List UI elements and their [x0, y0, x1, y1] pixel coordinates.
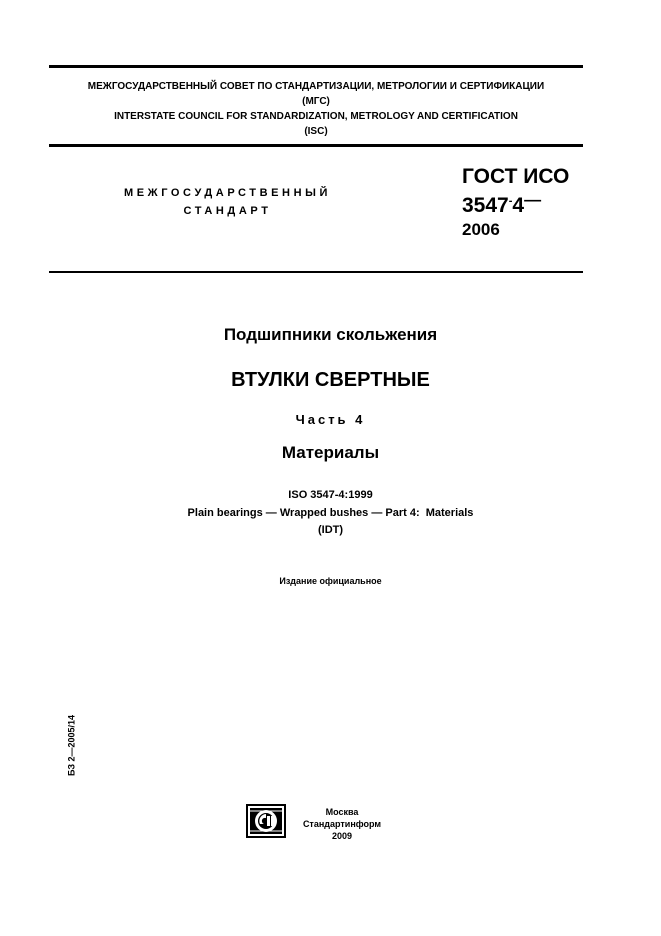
iso-english-title: Plain bearings — Wrapped bushes — Part 4: Materials — [187, 507, 474, 519]
publisher-city: Москва — [325, 807, 359, 817]
iso-reference: ISO 3547-4:1999 — [288, 489, 373, 501]
council-abbr-ru: (МГС) — [302, 96, 330, 107]
gost-part: 4 — [512, 194, 525, 217]
standard-type-line2: СТАНДАРТ — [183, 205, 272, 217]
edition-note: Издание официальное — [279, 576, 382, 586]
gost-designation-prefix: ГОСТ ИСО — [462, 165, 570, 188]
standard-type-line1: МЕЖГОСУДАРСТВЕННЫЙ — [123, 187, 332, 199]
gost-designation-number — [462, 189, 569, 219]
gost-sup: - — [508, 195, 513, 207]
gost-number: 3547 — [462, 194, 509, 217]
publisher-name: Стандартинформ — [302, 819, 382, 829]
main-title: Подшипники скольжения — [223, 325, 438, 344]
publisher-year: 2009 — [331, 831, 353, 841]
council-name-ru: МЕЖГОСУДАРСТВЕННЫЙ СОВЕТ ПО СТАНДАРТИЗАЦИИ, МЕТРОЛОГИИ И СЕРТИФИКАЦИИ — [87, 81, 545, 92]
part-label: Часть 4 — [295, 412, 366, 427]
designation-rule — [49, 271, 583, 273]
publisher-logo — [246, 804, 286, 838]
gost-year: 2006 — [462, 220, 500, 239]
header-rule — [49, 144, 583, 147]
standartinform-logo-icon — [246, 804, 286, 838]
part-title: Материалы — [281, 443, 380, 462]
gost-designation — [462, 164, 569, 241]
side-note — [62, 708, 77, 784]
gost-dash: — — [524, 190, 542, 209]
subtitle: ВТУЛКИ СВЕРТНЫЕ — [231, 369, 430, 391]
publisher-info — [290, 806, 394, 842]
council-abbr-en: (ISC) — [304, 126, 328, 137]
council-name-en: INTERSTATE COUNCIL FOR STANDARDIZATION, METROLOGY AND CERTIFICATION — [114, 111, 518, 122]
iso-equivalence: (IDT) — [317, 524, 344, 536]
side-note-text: БЗ 2—2005/14 — [66, 714, 77, 777]
top-rule — [49, 65, 583, 68]
